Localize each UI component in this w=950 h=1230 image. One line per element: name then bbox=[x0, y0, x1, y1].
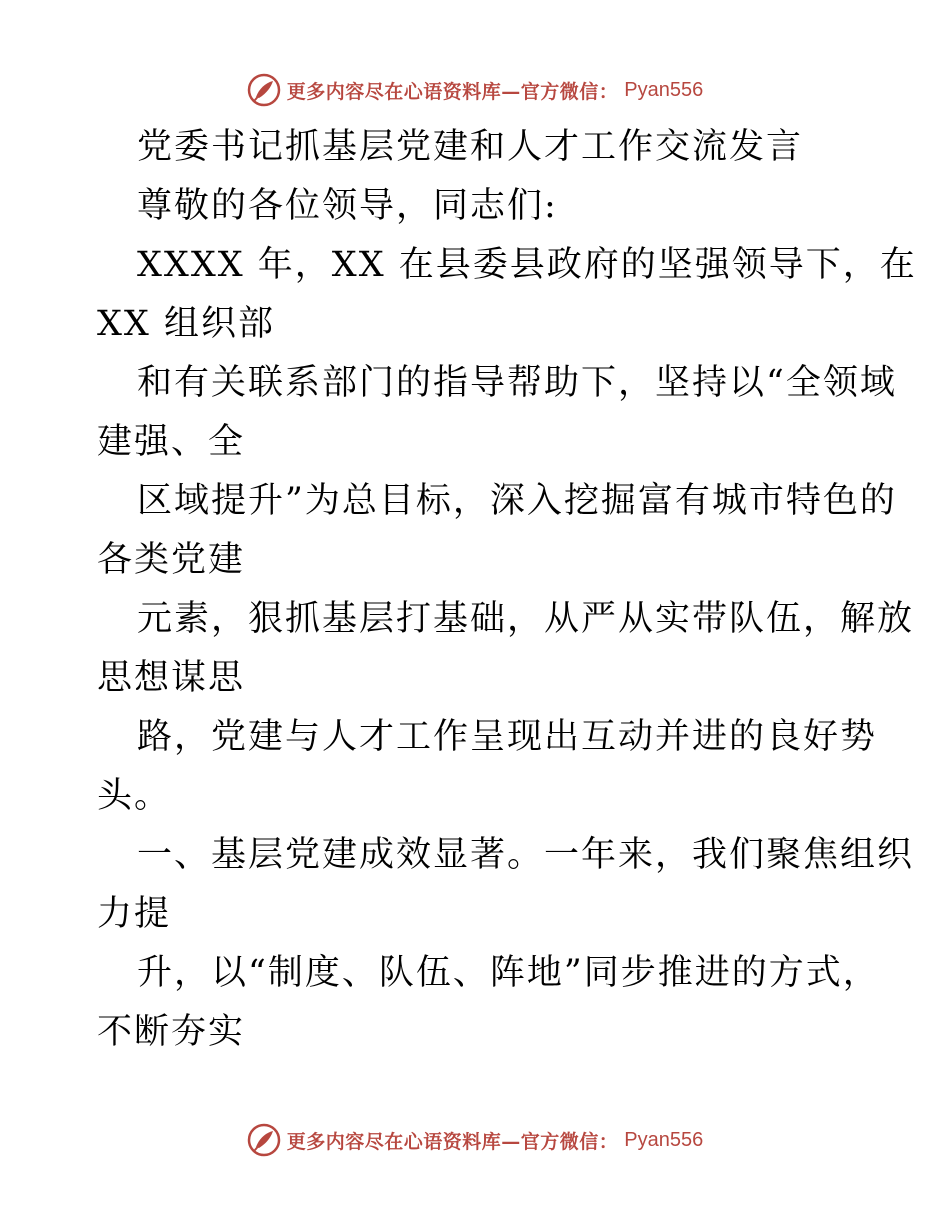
paragraph-line: 和有关联系部门的指导帮助下，坚持以“全领域 bbox=[137, 363, 897, 403]
feather-pen-logo-icon bbox=[247, 73, 281, 107]
paragraph-line: 建强、全 bbox=[97, 422, 246, 462]
paragraph-line: 区域提升”为总目标，深入挖掘富有城市特色的 bbox=[137, 481, 897, 521]
paragraph-line: XXXX 年，XX 在县委县政府的坚强领导下，在 bbox=[137, 245, 917, 285]
paragraph-line: 路，党建与人才工作呈现出互动并进的良好势 bbox=[137, 717, 878, 757]
paragraph-line: 升，以“制度、队伍、阵地”同步推进的方式， bbox=[137, 953, 880, 993]
feather-pen-logo-icon bbox=[247, 1123, 281, 1157]
header-banner bbox=[0, 70, 950, 110]
paragraph-line: 头。 bbox=[97, 776, 172, 816]
banner-text: 更多内容尽在心语资料库—官方微信： bbox=[286, 80, 619, 103]
paragraph-line: 思想谋思 bbox=[97, 658, 246, 698]
footer-banner bbox=[0, 1120, 950, 1160]
paragraph-line: 元素，狠抓基层打基础，从严从实带队伍，解放 bbox=[137, 599, 915, 639]
section-heading-line: 一、基层党建成效显著。一年来，我们聚焦组织 bbox=[137, 835, 915, 875]
paragraph-line: XX 组织部 bbox=[97, 304, 275, 344]
paragraph-line: 各类党建 bbox=[97, 540, 246, 580]
banner-text: 更多内容尽在心语资料库—官方微信： bbox=[286, 1130, 619, 1153]
document-title: 党委书记抓基层党建和人才工作交流发言 bbox=[137, 127, 804, 167]
paragraph-line: 不断夯实 bbox=[97, 1012, 246, 1052]
salutation: 尊敬的各位领导，同志们: bbox=[137, 186, 558, 226]
wechat-id: Pyan556 bbox=[624, 1128, 704, 1151]
paragraph-line: 力提 bbox=[97, 894, 172, 934]
wechat-id: Pyan556 bbox=[624, 78, 704, 101]
document-body bbox=[97, 118, 917, 1062]
